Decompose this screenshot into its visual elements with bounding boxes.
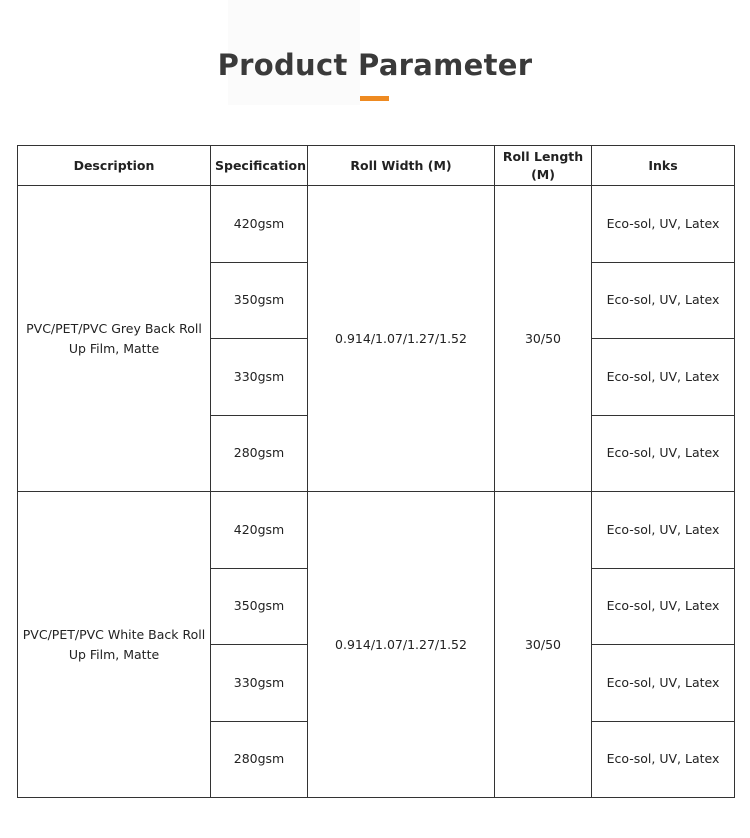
title-accent-bar <box>360 96 389 101</box>
column-header-specification: Specification <box>211 146 308 186</box>
roll-length-cell: 30/50 <box>495 492 592 798</box>
inks-cell: Eco-sol, UV, Latex <box>592 568 735 645</box>
inks-cell: Eco-sol, UV, Latex <box>592 415 735 492</box>
specification-cell: 280gsm <box>211 415 308 492</box>
page-title: Product Parameter <box>217 48 533 82</box>
specification-cell: 350gsm <box>211 568 308 645</box>
inks-cell: Eco-sol, UV, Latex <box>592 186 735 263</box>
column-header-roll-length: Roll Length (M) <box>495 146 592 186</box>
title-section <box>0 0 750 110</box>
specification-cell: 420gsm <box>211 492 308 569</box>
table-row <box>18 492 735 569</box>
table-row <box>18 186 735 263</box>
specification-cell: 350gsm <box>211 262 308 339</box>
roll-width-cell: 0.914/1.07/1.27/1.52 <box>308 186 495 492</box>
specification-cell: 330gsm <box>211 645 308 722</box>
product-parameter-table <box>17 145 735 798</box>
inks-cell: Eco-sol, UV, Latex <box>592 339 735 416</box>
specification-cell: 420gsm <box>211 186 308 263</box>
column-header-roll-width: Roll Width (M) <box>308 146 495 186</box>
roll-length-cell: 30/50 <box>495 186 592 492</box>
inks-cell: Eco-sol, UV, Latex <box>592 645 735 722</box>
table-header-row <box>18 146 735 186</box>
inks-cell: Eco-sol, UV, Latex <box>592 492 735 569</box>
inks-cell: Eco-sol, UV, Latex <box>592 721 735 798</box>
specification-cell: 280gsm <box>211 721 308 798</box>
column-header-description: Description <box>18 146 211 186</box>
description-cell: PVC/PET/PVC Grey Back Roll Up Film, Matte <box>18 186 211 492</box>
inks-cell: Eco-sol, UV, Latex <box>592 262 735 339</box>
column-header-inks: Inks <box>592 146 735 186</box>
roll-width-cell: 0.914/1.07/1.27/1.52 <box>308 492 495 798</box>
specification-cell: 330gsm <box>211 339 308 416</box>
description-cell: PVC/PET/PVC White Back Roll Up Film, Matte <box>18 492 211 798</box>
